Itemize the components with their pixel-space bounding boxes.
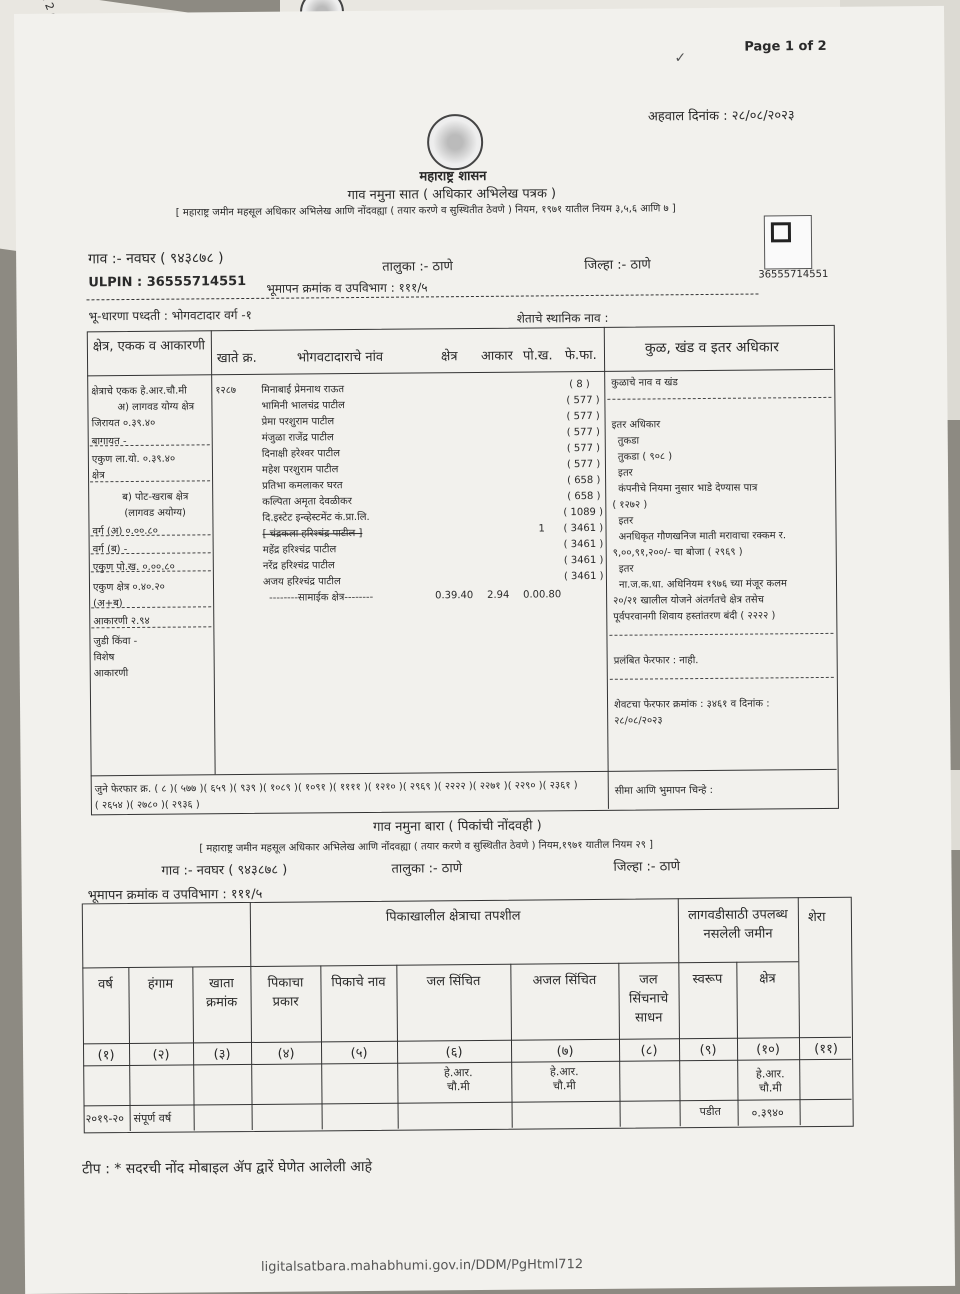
col-num: (३) (213, 1047, 231, 1063)
shera-header: शेरा (807, 909, 826, 926)
crop-season: संपूर्ण वर्ष (133, 1111, 172, 1125)
crop-year: २०१९-२० (85, 1112, 124, 1126)
joint-area-label: --------सामाईक क्षेत्र-------- (269, 591, 374, 604)
owner-name: मिनाबाई प्रेमनाथ राऊत (261, 384, 345, 396)
owner-name: मंजुळा राजेंद्र पाटील (261, 432, 334, 444)
col-non-irrigated: अजल सिंचित (532, 972, 597, 989)
left-row: आकारणी (93, 668, 129, 680)
owner-fefa: ( 3461 ) (563, 538, 604, 551)
left-row: वर्ग (अ) ०.००.८० (92, 525, 158, 538)
form12-rules: [ महाराष्ट्र जमीन महसूल अधिकार अभिलेख आणि नोंदवह्या ( तयार करणे व सुस्थितीत ठेवणे ) नियम,१९७१ यातील नियम २९ ] (199, 839, 654, 855)
owner-fefa: ( 3461 ) (563, 522, 604, 535)
col-fefa-header: फे.फा. (564, 347, 597, 364)
col-akar-header: आकार (480, 348, 514, 364)
col-area: क्षेत्र (759, 971, 776, 987)
document-page (14, 6, 955, 1294)
col-kshetra-header: क्षेत्र (440, 349, 458, 365)
left-row: वर्ग (ब) - (92, 544, 128, 556)
col-crop-type: पिकाचा प्रकार (267, 975, 304, 1010)
col-pokh-header: पो.ख. (522, 348, 553, 364)
owner-fefa: ( 577 ) (566, 426, 600, 439)
boundary-marks: सीमा आणि भुमापन चिन्हे : (614, 784, 713, 797)
owner-fefa: ( 3461 ) (563, 554, 604, 567)
col-num: (२) (152, 1047, 170, 1063)
col-num: (१) (97, 1048, 115, 1064)
left-row: एकुण ला.यो. ०.३९.४० (91, 453, 176, 466)
crop-area: ०.३९४० (751, 1106, 784, 1120)
col-season: हंगाम (147, 976, 174, 992)
khata-number: १२८७ (215, 385, 237, 397)
owner-name: दिनाक्षी हरेश्वर पाटील (261, 448, 341, 460)
owner-name: प्रतिभा कमलाकर घरत (262, 480, 343, 492)
village-name: गाव :- नवघर ( ९४३८७८ ) (88, 250, 224, 268)
rights-line: २०/२१ खालील योजने अंतर्गतचे क्षेत्र तसेच (613, 594, 765, 607)
owner-fefa: ( 577 ) (566, 394, 600, 407)
taluka-name: तालुका :- ठाणे (382, 259, 453, 275)
kul-label: कुळाचे नाव व खंड (611, 377, 678, 389)
other-rights-label: इतर अधिकार (611, 419, 661, 431)
owner-name: कल्पिता अमृता देवळीकर (262, 496, 352, 508)
rights-line: अनधिकृत गौणखनिज माती मरावाचा रक्कम र. (618, 530, 787, 543)
col-num: (५) (350, 1045, 368, 1062)
form12-title: गाव नमुना बारा ( पिकांची नोंदवही ) (373, 818, 542, 835)
col-num: (६) (445, 1045, 463, 1061)
col-area-header: क्षेत्र, एकक व आकारणी (92, 338, 206, 355)
owner-fefa: ( 658 ) (567, 490, 601, 503)
owner-fefa: ( 8 ) (569, 378, 590, 391)
col-year: वर्ष (98, 977, 113, 993)
col-khata: खाता क्रमांक (206, 976, 238, 1011)
left-row: आकारणी २.९४ (93, 615, 150, 628)
qr-number: 36555714551 (758, 268, 829, 281)
uncultivable-header: लागवडीसाठी उपलब्ध नसलेली जमीन (687, 907, 788, 943)
footer-note: टीप : * सदरची नोंद मोबाइल ॲप द्वारें घेणेत आलेली आहे (82, 1158, 373, 1178)
left-row: क्षेत्राचे एकक हे.आर.चौ.मी (91, 385, 187, 398)
form12-survey: भूमापन क्रमांक व उपविभाग : १११/५ (87, 886, 263, 904)
rights-line: इतर (618, 515, 634, 527)
col-crop-name: पिकाचे नाव (331, 974, 386, 991)
col-nature: स्वरूप (692, 971, 723, 988)
form12-village: गाव :- नवघर ( ९४३८७८ ) (161, 862, 288, 879)
rights-line: ( १२७२ ) (612, 499, 648, 511)
rights-line: कंपनीचे नियमा नुसार भाडे देण्यास पात्र (618, 482, 758, 495)
old-ferfar-list: जुने फेरफार क्र. ( ८ )( ५७७ )( ६५९ )( ९३९ )( १०८९ )( १०९१ )( ११११ )( १२१० )( २९६९ )( २२२२ )( २२७१ )( २२९० )( २३६१ ) (94, 780, 578, 796)
qr-code-icon (764, 215, 812, 269)
crop-nature: पडीत (699, 1104, 721, 1119)
tenure-type: भू-धारणा पध्दती : भोगवटादार वर्ग -१ (88, 307, 252, 324)
left-row: एकुण क्षेत्र ०.४०.२० (92, 581, 165, 594)
owner-name-cancelled: [ चंद्रकला हरिश्चंद्र पाटील ] (262, 527, 363, 540)
footer-url: ligitalsatbara.mahabhumi.gov.in/DDM/PgHtml712 (260, 1257, 584, 1275)
owner-name: प्रेमा परशुराम पाटील (261, 416, 335, 428)
survey-number: भूमापन क्रमांक व उपविभाग : १११/५ (266, 280, 428, 296)
col-khata-header: खाते क्र. (216, 350, 257, 367)
col-num: (४) (277, 1046, 295, 1062)
col-num: (७) (556, 1044, 574, 1060)
col-irrigation-source: जल सिंचनाचे साधन (628, 972, 669, 1026)
col-num: (११) (814, 1041, 838, 1058)
form12-taluka: तालुका :- ठाणे (391, 861, 463, 877)
left-row: विशेष (93, 652, 115, 664)
form-title: गाव नमुना सात ( अधिकार अभिलेख पत्रक ) (347, 186, 557, 204)
owner-fefa: ( 577 ) (566, 442, 601, 455)
gov-title: महाराष्ट्र शासन (419, 168, 487, 185)
mark-one: 1 (538, 523, 545, 535)
col-num: (१०) (756, 1042, 780, 1058)
rules-text: [ महाराष्ट्र जमीन महसूल अधिकार अभिलेख आणि नोंदवह्या ( तयार करणे व सुस्थितीत ठेवणे ) नियम, १९७१ यातील नियम ३,५,६ आणि ७ ] (175, 203, 676, 219)
pending-ferfar: प्रलंबित फेरफार : नाही. (613, 655, 699, 667)
unit-non-irrigated: हे.आर. चौ.मी (549, 1065, 579, 1093)
col-num: (८) (640, 1043, 658, 1059)
total-akar: 2.94 (487, 589, 510, 601)
left-row: अ) लागवड योग्य क्षेत्र (117, 401, 195, 414)
owner-fefa: ( 1089 ) (563, 506, 604, 519)
left-row: (अ+ब) (93, 598, 123, 610)
col-num: (९) (699, 1042, 717, 1059)
owner-name: महेश परशुराम पाटील (261, 464, 339, 476)
owner-name: दि.इस्टेट इन्व्हेस्टमेंट कं.प्रा.लि. (262, 511, 370, 524)
col-owner-header: भोगवटादाराचे नांव (296, 349, 384, 366)
owner-fefa: ( 3461 ) (563, 570, 604, 583)
ulpin-number: ULPIN : 36555714551 (88, 273, 247, 291)
owner-fefa: ( 577 ) (566, 410, 600, 423)
left-row: एकुण पो.ख. ०.००.८० (92, 561, 175, 574)
unit-irrigated: हे.आर. चौ.मी (443, 1066, 473, 1094)
left-row: ब) पोट-खराब क्षेत्र (122, 491, 189, 504)
owner-name: नरेंद्र हरिश्चंद्र पाटील (262, 560, 335, 572)
rights-line: ९,००,९१,२००/- चा बोजा ( २९६९ ) (612, 546, 743, 559)
rights-line: तुकडा ( ९०८ ) (617, 451, 673, 463)
total-area: 0.39.40 (435, 590, 474, 602)
rights-line: इतर (617, 467, 633, 479)
old-ferfar-list-2: ( २६५४ )( २७८० )( २९३६ ) (94, 799, 200, 812)
rights-line: तुकडा (617, 435, 640, 447)
left-row: क्षेत्र (91, 470, 105, 482)
col-rights-header: कुळ, खंड व इतर अधिकार (644, 339, 780, 357)
rights-line: इतर (618, 563, 634, 575)
rights-line: ना.ज.क.धा. अधिनियम १९७६ च्या मंजूर कलम (618, 578, 788, 591)
col-irrigated: जल सिंचित (426, 973, 481, 990)
last-ferfar: शेवटचा फेरफार क्रमांक : ३४६१ व दिनांक : (614, 698, 770, 711)
owner-name: अजय हरिश्चंद्र पाटील (262, 576, 341, 588)
unit-area: हे.आर. चौ.मी (755, 1067, 785, 1095)
owner-name: भामिनी भालचंद्र पाटील (261, 400, 345, 412)
owner-fefa: ( 577 ) (566, 458, 601, 471)
left-row: जिरायत ०.३९.४० (91, 417, 156, 430)
total-pokh: 0.00.80 (523, 589, 562, 601)
check-mark-icon: ✓ (674, 50, 687, 67)
owner-name: महेंद्र हरिश्चंद्र पाटील (262, 544, 337, 556)
state-emblem-icon (427, 114, 483, 170)
left-row: जुडी किंवा - (93, 635, 138, 648)
left-row: बागायत - (91, 436, 127, 448)
district-name: जिल्हा :- ठाणे (584, 257, 651, 274)
report-date: अहवाल दिनांक : २८/०८/२०२३ (647, 108, 795, 125)
form12-district: जिल्हा :- ठाणे (613, 859, 681, 875)
local-field-name: शेताचे स्थानिक नाव : (516, 310, 609, 326)
rights-line: पूर्वपरवानगी शिवाय हस्तांतरण बंदी ( २२२२ ) (613, 610, 776, 623)
crop-detail-header: पिकाखालील क्षेत्राचा तपशील (385, 908, 521, 925)
last-ferfar-date: २८/०८/२०२३ (614, 715, 663, 727)
left-row: (लागवड अयोग्य) (124, 507, 186, 520)
page-number: Page 1 of 2 (744, 38, 827, 55)
owner-fefa: ( 658 ) (567, 474, 601, 487)
